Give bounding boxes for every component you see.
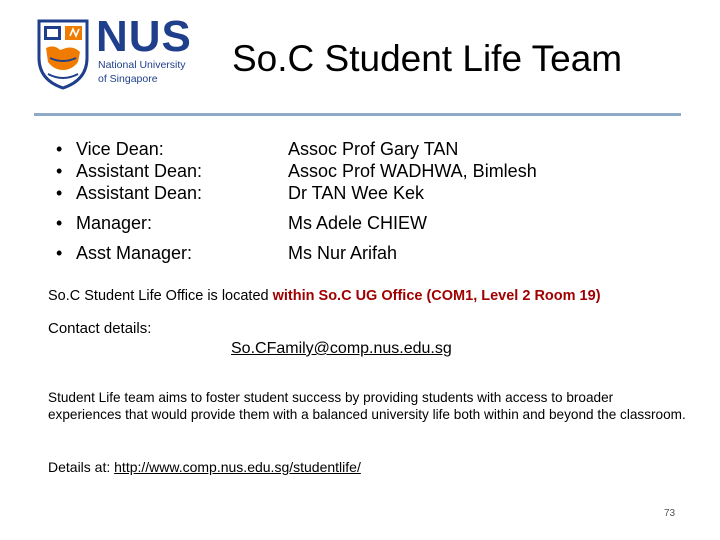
nus-subtitle — [98, 58, 186, 86]
office-location — [48, 288, 601, 304]
bullet-icon: • — [56, 213, 63, 233]
contact-email-link[interactable]: So.CFamily@comp.nus.edu.sg — [231, 340, 452, 357]
bullet-icon: • — [56, 183, 63, 203]
title-divider — [34, 113, 681, 116]
office-highlight: within So.C UG Office (COM1, Level 2 Room 19) — [272, 288, 601, 304]
team-role: Vice Dean: — [76, 139, 164, 159]
nus-logo — [36, 12, 226, 94]
details-link[interactable]: http://www.comp.nus.edu.sg/studentlife/ — [114, 459, 361, 475]
team-person: Assoc Prof Gary TAN — [288, 139, 459, 159]
aims-paragraph: Student Life team aims to foster student success by providing students with access to broader experiences that would provide them with a balanced university life both within and beyond the classroom. — [48, 390, 686, 422]
page-title: So.C Student Life Team — [232, 38, 623, 79]
team-person: Ms Nur Arifah — [288, 243, 398, 263]
office-prefix: So.C Student Life Office is located — [48, 288, 273, 304]
team-person: Dr TAN Wee Kek — [288, 183, 425, 203]
team-role: Assistant Dean: — [76, 183, 203, 203]
nus-wordmark: NUS — [96, 12, 192, 61]
contact-label: Contact details: — [48, 320, 152, 337]
bullet-icon: • — [56, 243, 63, 263]
team-role: Assistant Dean: — [76, 161, 203, 181]
details-prefix: Details at: — [48, 459, 115, 475]
team-role: Asst Manager: — [76, 243, 193, 263]
details-line — [48, 459, 361, 475]
nus-subtitle-line2: of Singapore — [98, 73, 158, 85]
bullet-icon: • — [56, 139, 63, 159]
nus-crest-icon — [36, 18, 90, 90]
nus-subtitle-line1: National University — [98, 59, 186, 71]
page-number: 73 — [664, 508, 676, 519]
bullet-icon: • — [56, 161, 63, 181]
team-person: Assoc Prof WADHWA, Bimlesh — [288, 161, 537, 181]
team-person: Ms Adele CHIEW — [288, 213, 428, 233]
team-role: Manager: — [76, 213, 153, 233]
